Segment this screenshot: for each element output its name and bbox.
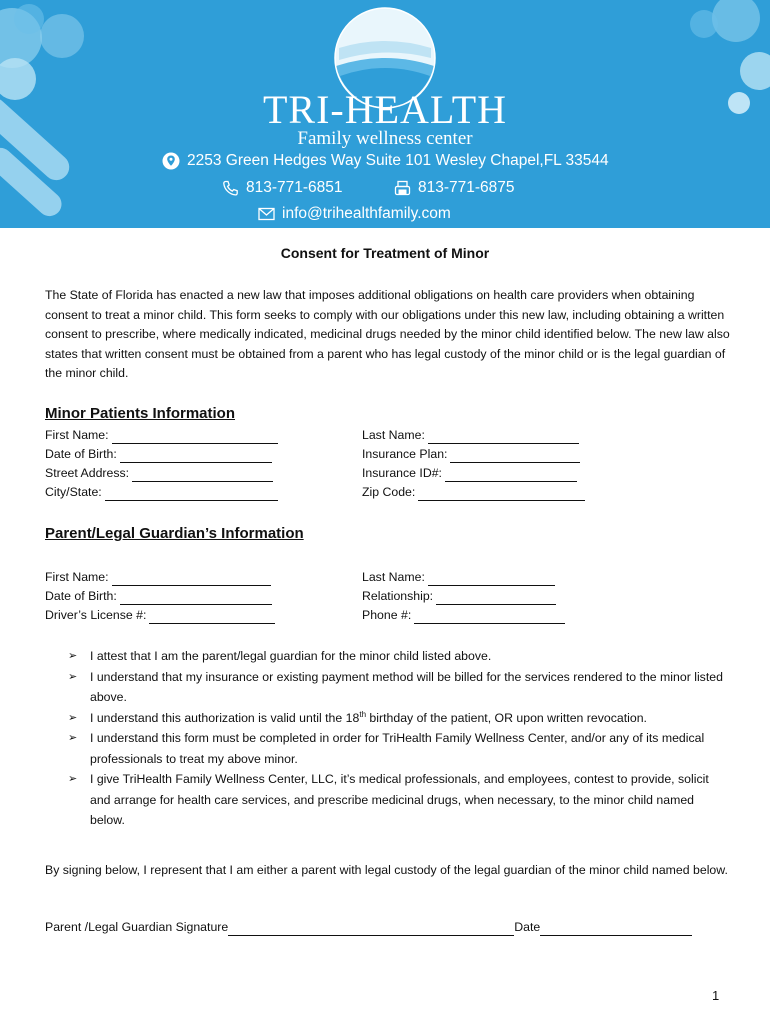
decorative-circle: [712, 0, 760, 42]
arrow-bullet-icon: ➢: [68, 773, 78, 785]
minor-insurance-id-field[interactable]: [362, 464, 577, 482]
minor-insurance-plan-input[interactable]: [450, 450, 580, 463]
fax-line: [394, 178, 515, 198]
list-item: ➢ I understand this authorization is valid until the 18th birthday of the patient, OR upon written revocation.: [68, 708, 728, 729]
decorative-circle: [690, 10, 718, 38]
guardian-section-heading: Parent/Legal Guardian’s Information: [45, 525, 304, 542]
list-item: ➢ I attest that I am the parent/legal guardian for the minor child listed above.: [68, 646, 728, 667]
minor-city-state-input[interactable]: [105, 488, 278, 501]
arrow-bullet-icon: ➢: [68, 732, 78, 744]
attestation-list: [68, 646, 728, 831]
minor-dob-input[interactable]: [120, 450, 272, 463]
signature-input[interactable]: [228, 923, 514, 936]
guardian-dob-input[interactable]: [120, 592, 272, 605]
email-line: [258, 204, 451, 224]
signature-label: Parent /Legal Guardian Signature: [45, 920, 229, 934]
fax-icon: [394, 180, 411, 197]
address-text: 2253 Green Hedges Way Suite 101 Wesley Chapel,FL 33544: [187, 152, 609, 169]
arrow-bullet-icon: ➢: [68, 650, 78, 662]
field-label: Street Address:: [45, 466, 130, 480]
decorative-circle: [740, 52, 770, 90]
fax-text: 813-771-6875: [418, 179, 515, 196]
guardian-relationship-field[interactable]: [362, 587, 556, 605]
guardian-dob-field[interactable]: [45, 587, 272, 605]
minor-last-name-field[interactable]: [362, 426, 579, 444]
field-label: Last Name:: [362, 570, 425, 584]
guardian-drivers-license-input[interactable]: [149, 611, 275, 624]
guardian-last-name-input[interactable]: [428, 573, 555, 586]
signature-row: [45, 918, 692, 936]
list-item: ➢ I understand that my insurance or existing payment method will be billed for the services rendered to the minor listed above.: [68, 667, 728, 708]
arrow-bullet-icon: ➢: [68, 711, 78, 724]
field-label: Date of Birth:: [45, 447, 117, 461]
field-label: Insurance ID#:: [362, 466, 442, 480]
arrow-bullet-icon: ➢: [68, 670, 78, 683]
date-label: Date: [514, 920, 541, 934]
list-item: ➢ I give TriHealth Family Wellness Center, LLC, it’s medical professionals, and employees, contest to provide, solicit and arrange for health care services, and prescribe medicinal drugs, when necessary, to the minor child named below.: [68, 769, 728, 831]
field-label: Driver’s License #:: [45, 608, 147, 622]
guardian-relationship-input[interactable]: [436, 592, 556, 605]
document-title: Consent for Treatment of Minor: [280, 245, 490, 261]
minor-last-name-input[interactable]: [428, 431, 579, 444]
field-label: First Name:: [45, 428, 109, 442]
address-line: [162, 151, 609, 171]
minor-zip-code-field[interactable]: [362, 483, 585, 501]
field-label: Last Name:: [362, 428, 425, 442]
guardian-last-name-field[interactable]: [362, 568, 555, 586]
guardian-first-name-input[interactable]: [112, 573, 271, 586]
minor-insurance-id-input[interactable]: [445, 469, 577, 482]
field-label: Insurance Plan:: [362, 447, 448, 461]
guardian-first-name-field[interactable]: [45, 568, 271, 586]
signing-statement: By signing below, I represent that I am either a parent with legal custody of the legal guardian of the minor child named below.: [45, 863, 728, 877]
phone-icon: [222, 180, 239, 197]
email-text: info@trihealthfamily.com: [282, 205, 451, 222]
guardian-phone-field[interactable]: [362, 606, 565, 624]
phone-line: [222, 178, 343, 198]
minor-street-address-input[interactable]: [132, 469, 273, 482]
minor-city-state-field[interactable]: [45, 483, 278, 501]
minor-dob-field[interactable]: [45, 445, 272, 463]
minor-section-heading: Minor Patients Information: [45, 405, 236, 422]
minor-first-name-input[interactable]: [112, 431, 278, 444]
guardian-drivers-license-field[interactable]: [45, 606, 275, 624]
location-pin-icon: [162, 152, 180, 170]
minor-street-address-field[interactable]: [45, 464, 273, 482]
header-banner: [0, 0, 770, 228]
intro-paragraph: The State of Florida has enacted a new law that imposes additional obligations on health care providers when obtaining consent to treat a minor child. This form seeks to comply with our obligations under this new law, including obtaining a written consent to prescribe, where medically indicated, medicinal drugs needed by the minor child identified below. The new law also states that written consent must be obtained from a parent who has legal custody of the minor child or is the legal guardian of the minor child.: [45, 288, 730, 380]
guardian-phone-input[interactable]: [414, 611, 565, 624]
mail-icon: [258, 207, 275, 221]
page-number: 1: [712, 988, 720, 1003]
minor-first-name-field[interactable]: [45, 426, 278, 444]
field-label: City/State:: [45, 485, 102, 499]
date-input[interactable]: [540, 923, 692, 936]
minor-insurance-plan-field[interactable]: [362, 445, 580, 463]
list-item: ➢ I understand this form must be completed in order for TriHealth Family Wellness Center, and/or any of its medical professionals to treat my above minor.: [68, 728, 728, 769]
field-label: Zip Code:: [362, 485, 416, 499]
decorative-circle: [40, 14, 84, 58]
field-label: Relationship:: [362, 589, 434, 603]
phone-text: 813-771-6851: [246, 179, 343, 196]
field-label: Phone #:: [362, 608, 412, 622]
brand-subtitle: Family wellness center: [297, 128, 473, 149]
brand-title: TRI-HEALTH: [262, 87, 508, 132]
field-label: Date of Birth:: [45, 589, 117, 603]
decorative-circle: [14, 4, 44, 34]
field-label: First Name:: [45, 570, 109, 584]
minor-zip-code-input[interactable]: [418, 488, 585, 501]
